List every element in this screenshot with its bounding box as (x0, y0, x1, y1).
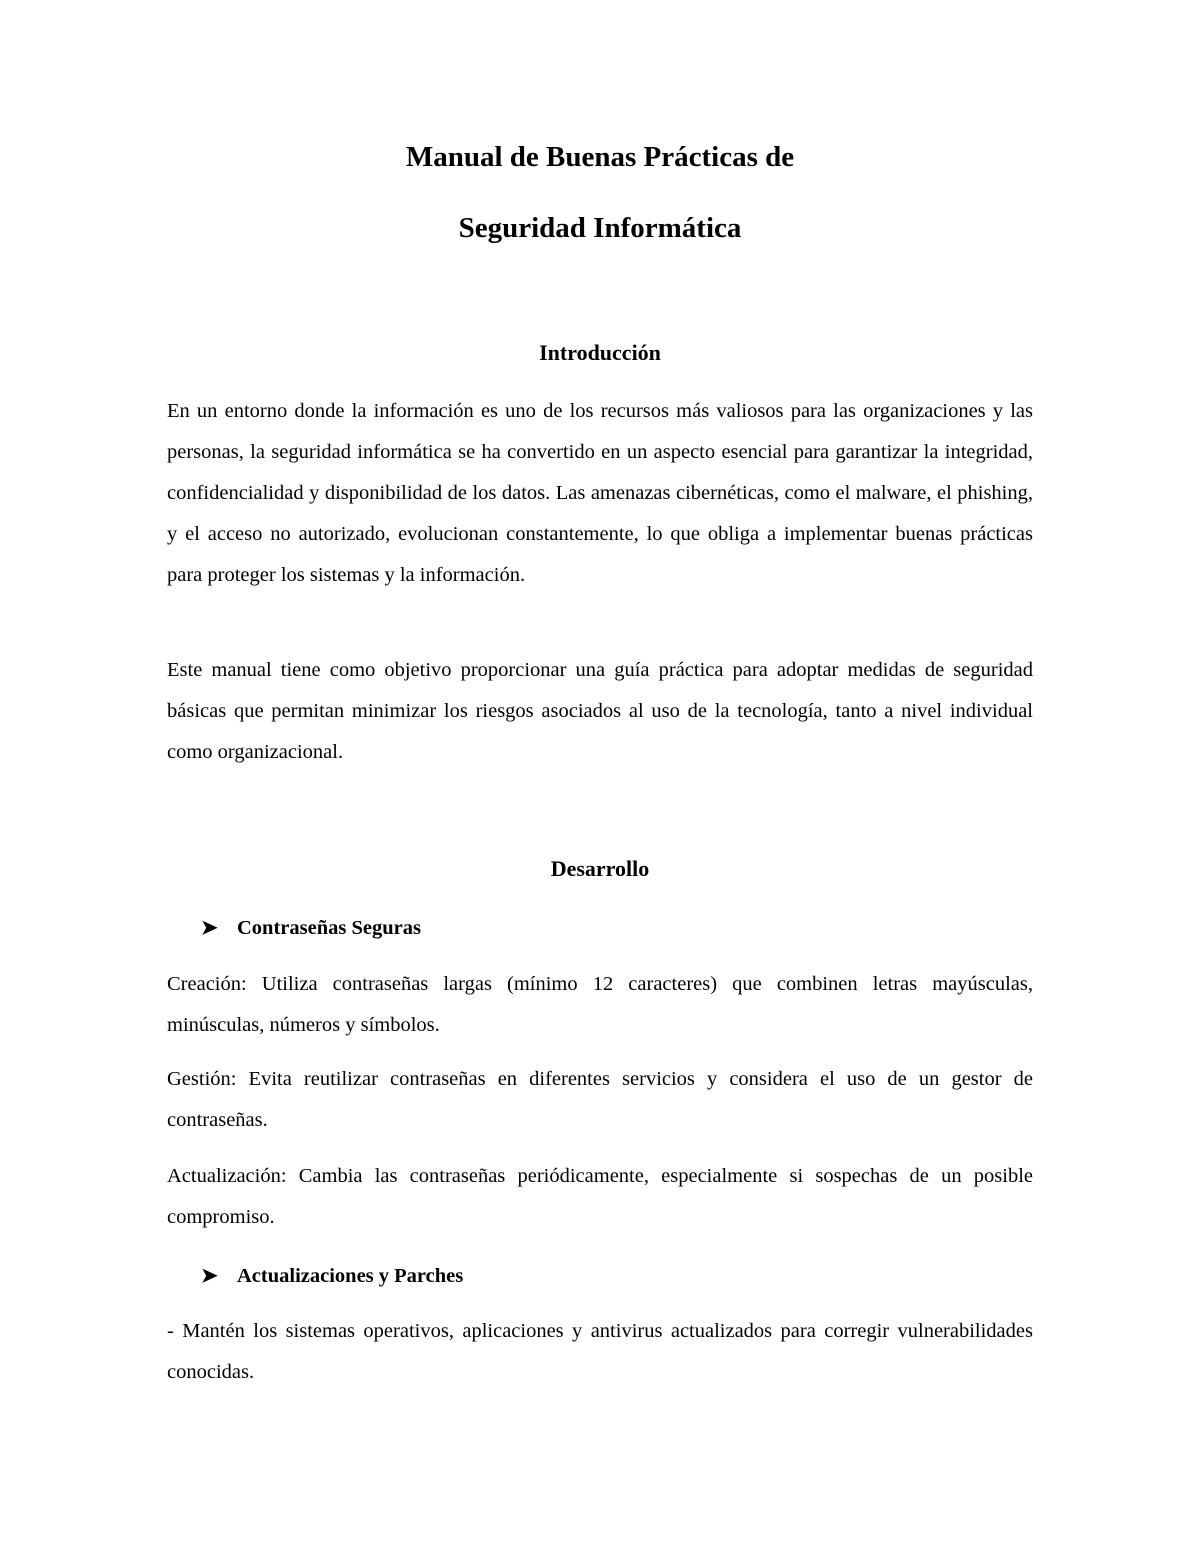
subsection-title: Actualizaciones y Parches (237, 1265, 464, 1287)
arrowhead-bullet-icon: ➤ (201, 1265, 218, 1287)
section-heading-introduccion: Introducción (539, 340, 661, 365)
intro-paragraph: Este manual tiene como objetivo proporcionar una guía práctica para adoptar medidas de seguridad básicas que permitan minimizar los riesgos asociados al uso de la tecnología, tanto a nivel individual como organizacional. (167, 659, 1033, 763)
list-item: Gestión: Evita reutilizar contraseñas en diferentes servicios y considera el uso de un gestor de contraseñas. (167, 1068, 1033, 1131)
document-title-line-1: Manual de Buenas Prácticas de (405, 141, 795, 173)
section-heading-desarrollo: Desarrollo (550, 856, 650, 881)
list-item: Actualización: Cambia las contraseñas periódicamente, especialmente si sospechas de un posible compromiso. (167, 1165, 1033, 1228)
list-item: - Mantén los sistemas operativos, aplicaciones y antivirus actualizados para corregir vulnerabilidades conocidas. (167, 1320, 1033, 1383)
subsection-heading-contrasenas (201, 913, 421, 943)
arrowhead-bullet-icon: ➤ (201, 917, 218, 939)
intro-paragraph: En un entorno donde la información es uno de los recursos más valiosos para las organizaciones y las personas, la seguridad informática se ha convertido en un aspecto esencial para garantizar la integridad, confidencialidad y disponibilidad de los datos. Las amenazas cibernéticas, como el malware, el phishing, y el acceso no autorizado, evolucionan constantemente, lo que obliga a implementar buenas prácticas para proteger los sistemas y la información. (167, 400, 1033, 586)
list-item: Creación: Utiliza contraseñas largas (mínimo 12 caracteres) que combinen letras mayúsculas, minúsculas, números y símbolos. (167, 973, 1033, 1036)
document-title-line-2: Seguridad Informática (458, 212, 742, 244)
subsection-title: Contraseñas Seguras (237, 917, 421, 939)
subsection-heading-actualizaciones (201, 1261, 463, 1291)
